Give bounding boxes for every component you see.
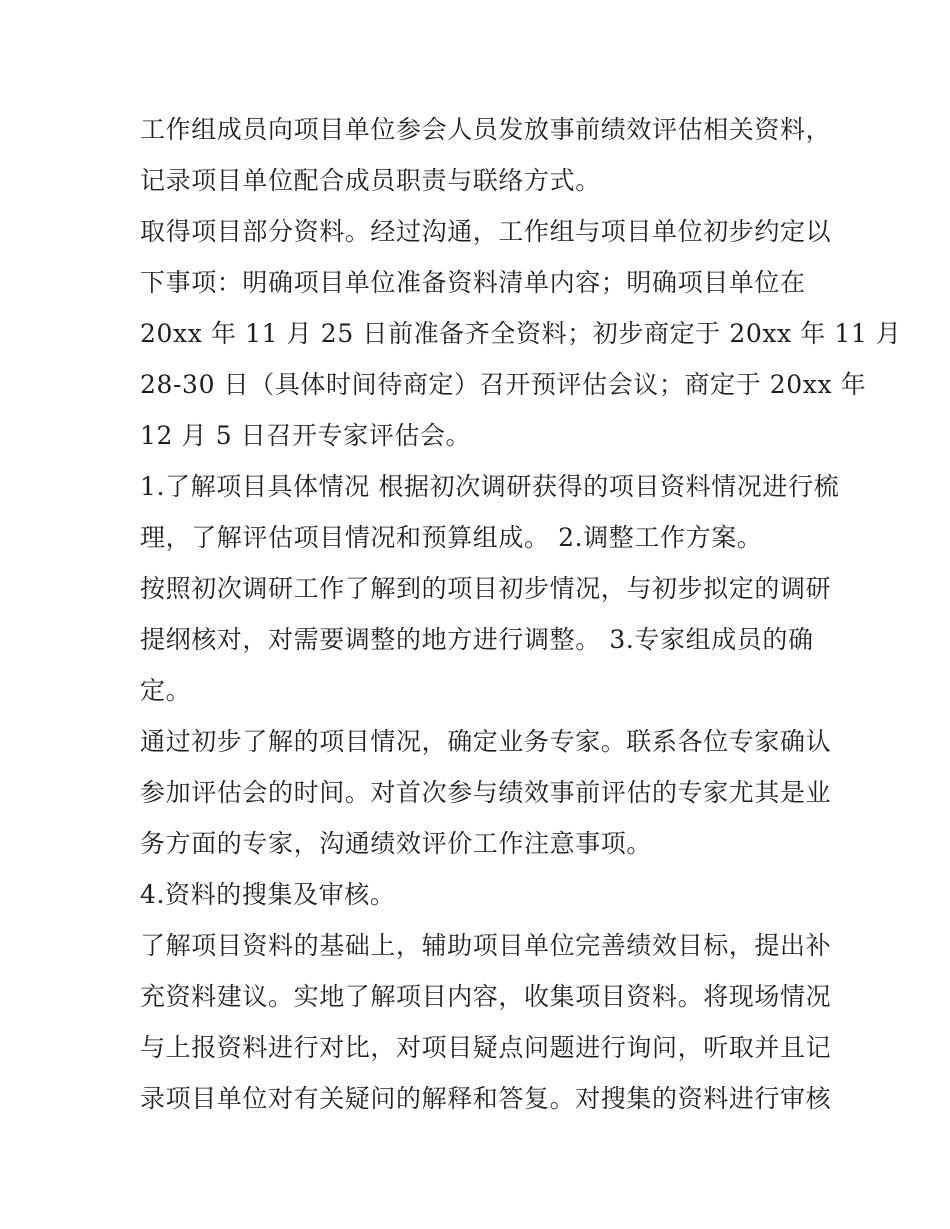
text-line: 通过初步了解的项目情况，确定业务专家。联系各位专家确认 [140, 727, 832, 756]
text-line: 务方面的专家，沟通绩效评价工作注意事项。 [140, 829, 653, 858]
text-line: 4.资料的搜集及审核。 [140, 880, 396, 909]
document-body [140, 104, 902, 1124]
text-line: 定。 [140, 676, 192, 705]
text-line: 理，了解评估项目情况和预算组成。 2.调整工作方案。 [140, 523, 763, 552]
text-line: 了解项目资料的基础上，辅助项目单位完善绩效目标，提出补 [140, 931, 832, 960]
text-line: 录项目单位对有关疑问的解释和答复。对搜集的资料进行审核 [140, 1084, 832, 1113]
text-line: 提纲核对，对需要调整的地方进行调整。 3.专家组成员的确 [140, 625, 814, 654]
text-line: 充资料建议。实地了解项目内容，收集项目资料。将现场情况 [140, 982, 832, 1011]
text-line: 按照初次调研工作了解到的项目初步情况，与初步拟定的调研 [140, 574, 832, 603]
text-line: 下事项：明确项目单位准备资料清单内容；明确项目单位在 [140, 268, 806, 297]
text-line: 与上报资料进行对比，对项目疑点问题进行询问，听取并且记 [140, 1033, 832, 1062]
text-line: 工作组成员向项目单位参会人员发放事前绩效评估相关资料， [140, 115, 832, 144]
text-line: 12 月 5 日召开专家评估会。 [140, 421, 472, 450]
text-line: 取得项目部分资料。经过沟通，工作组与项目单位初步约定以 [140, 217, 832, 246]
text-line: 20xx 年 11 月 25 日前准备齐全资料；初步商定于 20xx 年 11 月 [140, 319, 902, 348]
text-line: 28-30 日（具体时间待商定）召开预评估会议；商定于 20xx 年 [140, 370, 867, 399]
text-line: 记录项目单位配合成员职责与联络方式。 [140, 166, 601, 195]
text-line: 参加评估会的时间。对首次参与绩效事前评估的专家尤其是业 [140, 778, 832, 807]
text-line: 1.了解项目具体情况 根据初次调研获得的项目资料情况进行梳 [140, 472, 840, 501]
